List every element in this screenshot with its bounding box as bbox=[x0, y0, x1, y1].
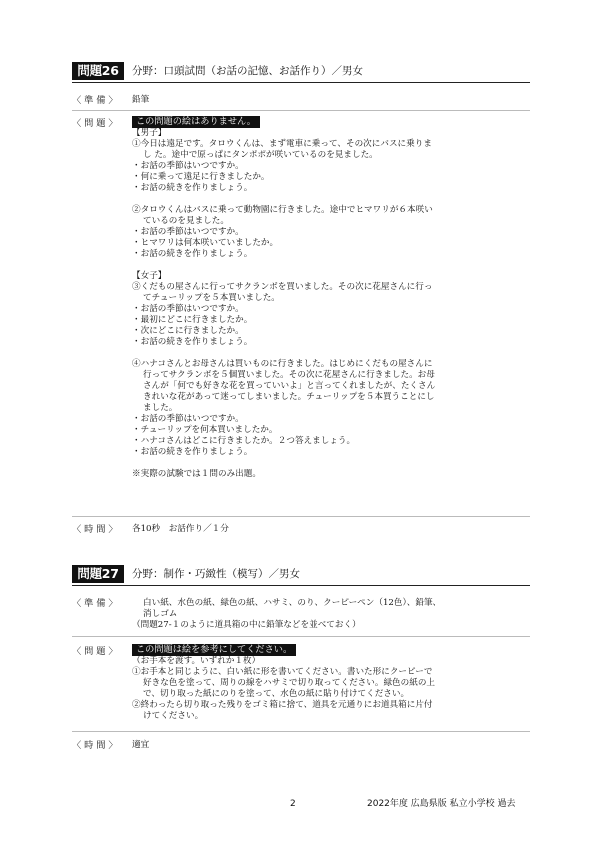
q27-problem-divider bbox=[72, 731, 530, 732]
q26-header bbox=[72, 62, 530, 83]
q26-problem-line: ・お話の季節はいつですか。 bbox=[132, 414, 244, 424]
q26-prep-value: 鉛筆 bbox=[132, 95, 150, 105]
q26-problem-line: きれいな花があって迷ってしまいました。チューリップを５本買うことにし bbox=[143, 392, 435, 402]
q27-header bbox=[72, 565, 530, 586]
q26-problem-line: てチューリップを５本買いました。 bbox=[143, 293, 280, 303]
q27-problem-lines bbox=[132, 656, 524, 722]
q27-badge: 問題27 bbox=[72, 565, 124, 583]
q26-problem-body bbox=[132, 116, 524, 480]
q26-problem-line: ・お話の続きを作りましょう。 bbox=[132, 447, 253, 457]
q26-problem-line: ているのを見ました。 bbox=[143, 216, 229, 226]
q26-problem-line: ・お話の季節はいつですか。 bbox=[132, 304, 244, 314]
q26-prep-text bbox=[132, 95, 524, 106]
q27-prep-line: 消しゴム bbox=[143, 609, 178, 619]
q26-problem-line: 【男子】 bbox=[132, 128, 167, 138]
q26-time-label: 〈 時 間 〉 bbox=[72, 524, 118, 535]
q27-problem-line: ①お手本と同じように、白い紙に形を書いてください。書いた形にクーピーで bbox=[132, 667, 433, 677]
q26-problem-line: ④ハナコさんとお母さんは買いものに行きました。はじめにくだもの屋さんに bbox=[132, 359, 433, 369]
q26-problem-line: ②タロウくんはバスに乗って動物園に行きました。途中でヒマワリが６本咲い bbox=[132, 205, 433, 215]
q26-problem-line: し た。途中で原っぱにタンポポが咲いているのを見ました。 bbox=[143, 150, 378, 160]
page-number: 2 bbox=[290, 799, 296, 809]
q27-note-banner: この問題は絵を参考にしてください。 bbox=[132, 644, 296, 656]
q26-time-text bbox=[132, 524, 524, 535]
q26-prep-label: 〈 準 備 〉 bbox=[72, 95, 118, 106]
q27-problem-body bbox=[132, 644, 524, 722]
q26-problem-line: ・お話の続きを作りましょう。 bbox=[132, 337, 253, 347]
q27-problem-line: けてください。 bbox=[143, 711, 204, 721]
q27-prep-text bbox=[132, 598, 524, 631]
q27-time-text bbox=[132, 740, 524, 751]
q26-problem-line: ・お話の続きを作りましょう。 bbox=[132, 183, 253, 193]
q26-problem-line bbox=[132, 458, 524, 469]
q26-problem-line bbox=[132, 194, 524, 205]
q26-problem-line: ・お話の季節はいつですか。 bbox=[132, 227, 244, 237]
q26-problem-line: ※実際の試験では１問のみ出題。 bbox=[132, 469, 261, 479]
q27-problem-line: ②終わったら切り取った残りをゴミ箱に捨て、道具を元通りにお道具箱に片付 bbox=[132, 700, 433, 710]
q27-prep-line: （問題27-１のように道具箱の中に鉛筆などを並べておく） bbox=[132, 620, 361, 630]
q27-time-value: 適宜 bbox=[132, 740, 150, 750]
q26-prep-divider bbox=[72, 110, 530, 111]
q27-prep-divider bbox=[72, 636, 530, 637]
q26-problem-line bbox=[132, 348, 524, 359]
footer-title: 2022年度 広島県版 私立小学校 過去 bbox=[367, 799, 516, 809]
q26-time-value: 各10秒 お話作り／１分 bbox=[132, 524, 229, 534]
q26-problem-lines bbox=[132, 128, 524, 480]
q27-field: 分野：制作・巧緻性（模写）／男女 bbox=[132, 568, 300, 580]
q27-prep-lines bbox=[132, 598, 524, 631]
q26-problem-line bbox=[132, 260, 524, 271]
q26-problem-line: ・チューリップを何本買いましたか。 bbox=[132, 425, 278, 435]
q26-problem-line: ・お話の季節はいつですか。 bbox=[132, 161, 244, 171]
q26-problem-line: ・ハナコさんはどこに行きましたか。２つ答えましょう。 bbox=[132, 436, 356, 446]
q26-problem-line: ・何に乗って遠足に行きましたか。 bbox=[132, 172, 270, 182]
q26-problem-line: ・最初にどこに行きましたか。 bbox=[132, 315, 253, 325]
q26-problem-line: ました。 bbox=[143, 403, 178, 413]
q26-note-banner: この問題の絵はありません。 bbox=[132, 116, 260, 128]
q26-problem-line: さんが「何でも好きな花を買っていいよ」と言ってくれましたが、たくさん bbox=[143, 381, 436, 391]
q26-problem-label: 〈 問 題 〉 bbox=[72, 118, 118, 129]
q26-problem-line: ・次にどこに行きましたか。 bbox=[132, 326, 244, 336]
q27-problem-line: 好きな色を塗って、周りの線をハサミで切り取ってください。緑色の紙の上 bbox=[143, 678, 436, 688]
q26-problem-line: ①今日は遠足です。タロウくんは、まず電車に乗って、その次にバスに乗りま bbox=[132, 139, 432, 149]
q26-field: 分野：口頭試問（お話の記憶、お話作り）／男女 bbox=[132, 65, 363, 77]
q26-problem-line: ③くだもの屋さんに行ってサクランボを買いました。その次に花屋さんに行っ bbox=[132, 282, 433, 292]
q27-time-label: 〈 時 間 〉 bbox=[72, 740, 118, 751]
q26-badge: 問題26 bbox=[72, 62, 124, 80]
q27-prep-label: 〈 準 備 〉 bbox=[72, 598, 118, 609]
q26-problem-divider bbox=[72, 516, 530, 517]
q27-prep-line: 白い紙、水色の紙、緑色の紙、ハサミ、のり、クーピーペン（12色）、鉛筆、 bbox=[143, 598, 442, 608]
q26-problem-line: ・お話の続きを作りましょう。 bbox=[132, 249, 253, 259]
q27-problem-line: で、切り取った紙にのりを塗って、水色の紙に貼り付けてください。 bbox=[143, 689, 410, 699]
q27-problem-label: 〈 問 題 〉 bbox=[72, 646, 118, 657]
q26-problem-line: ・ヒマワリは何本咲いていましたか。 bbox=[132, 238, 279, 248]
q26-problem-line: 【女子】 bbox=[132, 271, 167, 281]
q27-problem-line: （お手本を渡す。いずれか１枚） bbox=[132, 656, 261, 666]
q26-problem-line: 行ってサクランボを５個買いました。その次に花屋さんに行きました。お母 bbox=[143, 370, 435, 380]
